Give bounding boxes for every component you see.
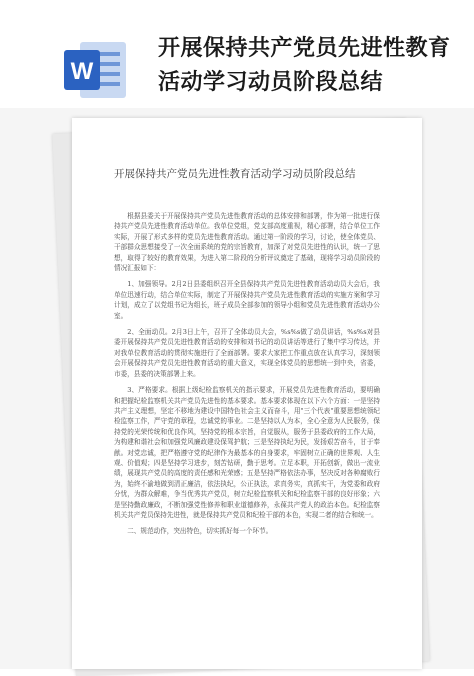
document-page: [72, 118, 422, 669]
page-title: [158, 32, 458, 100]
paragraph: 1、加强领导。2月2日县委组织召开全县保持共产党员先进性教育活动动员大会后，我单位迅速行动，结合单位实际，制定了开展保持共产党员先进性教育活动的实施方案和学习计划，成立了以党组书记为组长，班子成员全部参加的领导小组和党员先进性教育活动办公室。: [114, 280, 380, 320]
word-icon-letter: W: [70, 58, 94, 85]
header: [0, 0, 474, 108]
document-body: [114, 211, 380, 543]
paragraph: 根据县委关于开展保持共产党员先进性教育活动的总体安排和部署，作为第一批进行保持共产党员先进性教育活动单位。我单位党组，党支部高度重视，精心部署，结合单位工作实际，开展了形式多样的党员先进性教育活动。通过第一阶段的学习，讨论，使全体党员、干部群众思想接受了一次全面系统的党的宗旨教育，加深了对党员先进性的认识，统一了思想，取得了较好的教育效果，为进入第二阶段的分析评议奠定了基础，现将学习动员阶段的情况汇报如下：: [114, 212, 380, 273]
word-document-icon: [62, 38, 130, 102]
paragraph: 二、规范动作，突出特色，切实抓好每一个环节。: [127, 527, 273, 536]
paragraph: 2、全面动员。2月3日上午，召开了全体动员大会，%s%s做了动员讲话，%s%s对县委开展保持共产党员先进性教育活动的安排和刘书记的动员讲话等进行了集中学习传达，并对我单位教育活动的贯彻实施进行了全面部署。要求大家把工作重点放在认真学习，深刻领会开展保持共产党员先进性教育活动的重大意义，实现全体党员的思想统一到中央，省委，市委，县委的决策部署上来。: [114, 328, 380, 378]
page-title-line-1: 开展保持共产党员先进性教育: [158, 36, 451, 61]
page-title-line-2: 活动学习动员阶段总结: [158, 70, 384, 95]
paragraph: 3、严格要求。根据上级纪检监察机关的指示要求，开展党员先进性教育活动，要明确和把握纪检监察机关共产党员先进性的基本要求。基本要求体现在以下六个方面：一是坚持共产主义理想，坚定不移地为建设中国特色社会主义而奋斗，用"三个代表"重要思想统领纪检监察工作，严守党的章程，忠诚党的事业。二是坚持以人为本，全心全意为人民服务，保持党的光荣传统和优良作风，坚持党的根本宗旨，自觉服从，服务于县委政府的工作大局，为构建和谐社会和加强党风廉政建设保驾护航；三是坚持执纪为民，发扬艰苦奋斗，甘于奉献。对党忠诚，把严格遵守党的纪律作为最基本的自身要求，牢固树立正确的世界观、人生观、价值观；四是坚持学习进步，刻苦钻研，勤于思考。立足本职，开拓创新，做出一流业绩，展现共产党员的高度的责任感和光荣感；五是坚持严格依法办事，坚决反对各种腐败行为，始终不渝地做到清正廉洁，依法执纪，公正执法，求真务实，真抓实干，为党委和政府分忧，为群众解难，争当优秀共产党员，树立纪检监察机关和纪检监察干部的良好形象；六是坚持勤政廉政，不断加强党性修养和职业道德修养，永葆共产党人的政治本色。纪检监察机关共产党员保持先进性，就是保持共产党员和纪检干部的本色，实现二者的结合和统一。: [114, 386, 380, 519]
document-title: 开展保持共产党员先进性教育活动学习动员阶段总结: [114, 168, 356, 180]
